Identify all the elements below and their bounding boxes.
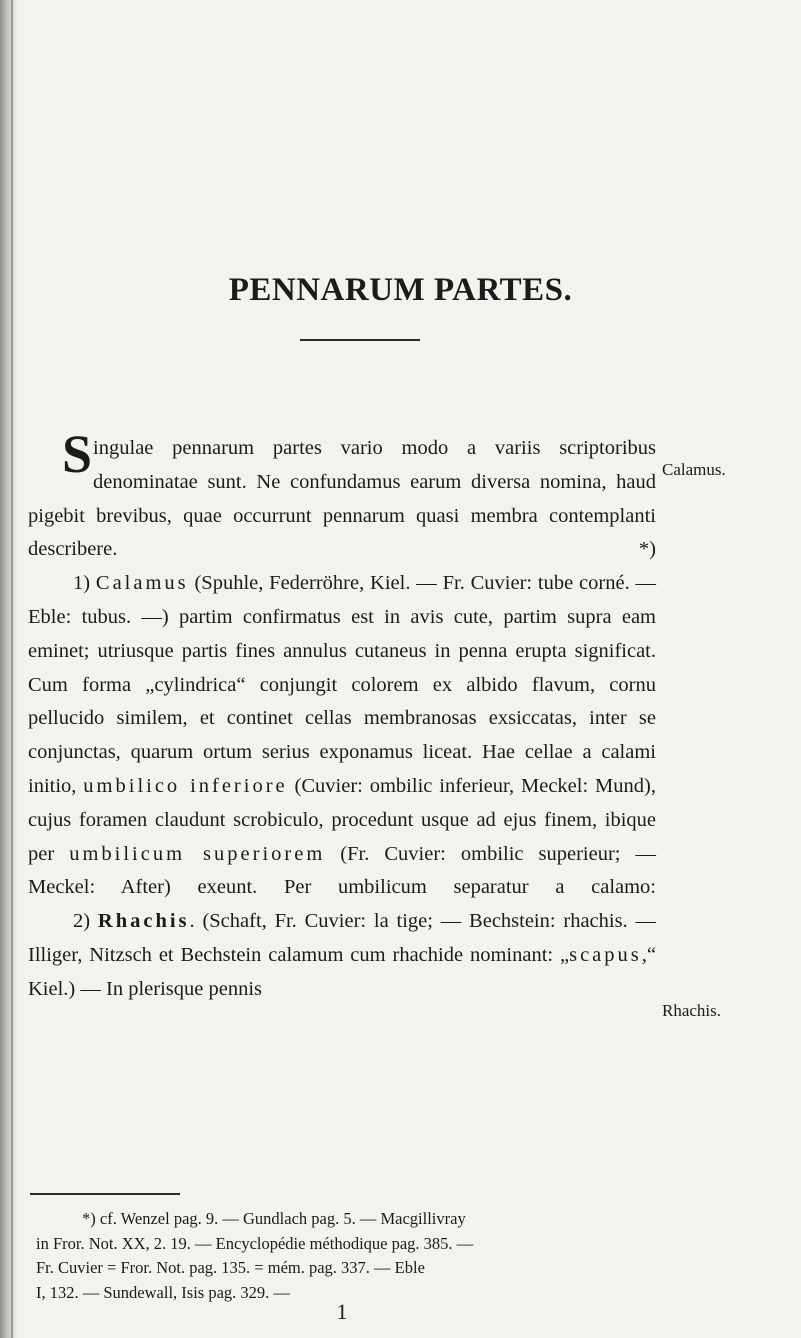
item-number: 1) <box>73 572 96 595</box>
rhachis-text-2: ,“ Kiel.) — In plerisque pennis <box>28 943 656 1000</box>
footnote-line: I, 132. — Sundewall, Isis pag. 329. — <box>36 1282 290 1302</box>
marginal-rhachis: Rhachis. <box>662 1001 722 1020</box>
page-title: PENNARUM PARTES. <box>228 272 573 308</box>
title-rule <box>300 339 420 341</box>
page-number: 1 <box>336 1299 348 1324</box>
intro-text: ingulae pennarum partes vario modo a variis scriptoribus denominatae sunt. Ne confundamus earum diversa nomina, haud pigebit brevibus, quae occurrunt pennarum quasi membra contemplanti describere. *) <box>28 437 656 561</box>
calamus-text-1: (Spuhle, Federröhre, Kiel. — Fr. Cuvier: tube corné. — Eble: tubus. —) partim confirmatus est in avis cute, partim supra eam eminet; utriusque partis fines annulus cutaneus in penna erupta significat. Cum forma „cylindrica“ conjungit colorem ex albido flavum, cornu pellucido similem, et continet cellas membranosas exsiccatas, inter se conjunctas, quarum ortum serius exponamus liceat. Hae cellae a calami initio, <box>28 572 657 797</box>
calamus-text-3: (Fr. Cuvier: ombilic superieur; — Meckel: After) exeunt. Per umbilicum separatur a calamo: <box>28 842 657 899</box>
paragraph-calamus <box>28 567 656 905</box>
footnote <box>36 1207 656 1305</box>
marginal-calamus: Calamus. <box>662 460 726 479</box>
paragraph-rhachis <box>28 905 656 1006</box>
calamus-text-2: (Cuvier: ombilic inferieur, Meckel: Mund), cujus foramen claudunt scrobiculo, procedunt usque ad ejus finem, ibique per <box>28 774 656 865</box>
paragraph-intro <box>28 424 656 567</box>
term-rhachis: Rhachis <box>97 910 190 933</box>
binding-shadow <box>0 0 18 1338</box>
binding-edge <box>11 0 13 1338</box>
footnote-line: in Fror. Not. XX, 2. 19. — Encyclopédie méthodique pag. 385. — <box>36 1233 474 1253</box>
rhachis-text-1: . (Schaft, Fr. Cuvier: la tige; — Bechstein: rhachis. — Illiger, Nitzsch et Bechstein calamum cum rhachide nominant: „ <box>28 910 657 966</box>
footnote-rule <box>30 1193 180 1195</box>
term-umbilicus-superior: umbilicum superiorem <box>69 842 326 865</box>
drop-cap: S <box>62 424 93 484</box>
term-scapus: scapus <box>569 943 642 966</box>
item-number: 2) <box>73 910 98 933</box>
footnote-line: Fr. Cuvier = Fror. Not. pag. 135. = mém. pag. 337. — Eble <box>36 1258 425 1277</box>
footnote-line: *) cf. Wenzel pag. 9. — Gundlach pag. 5. — Macgillivray <box>82 1209 466 1228</box>
term-umbilicus-inferior: umbilico inferiore <box>83 774 288 797</box>
main-text <box>28 424 657 1007</box>
term-calamus: Calamus <box>95 572 189 595</box>
